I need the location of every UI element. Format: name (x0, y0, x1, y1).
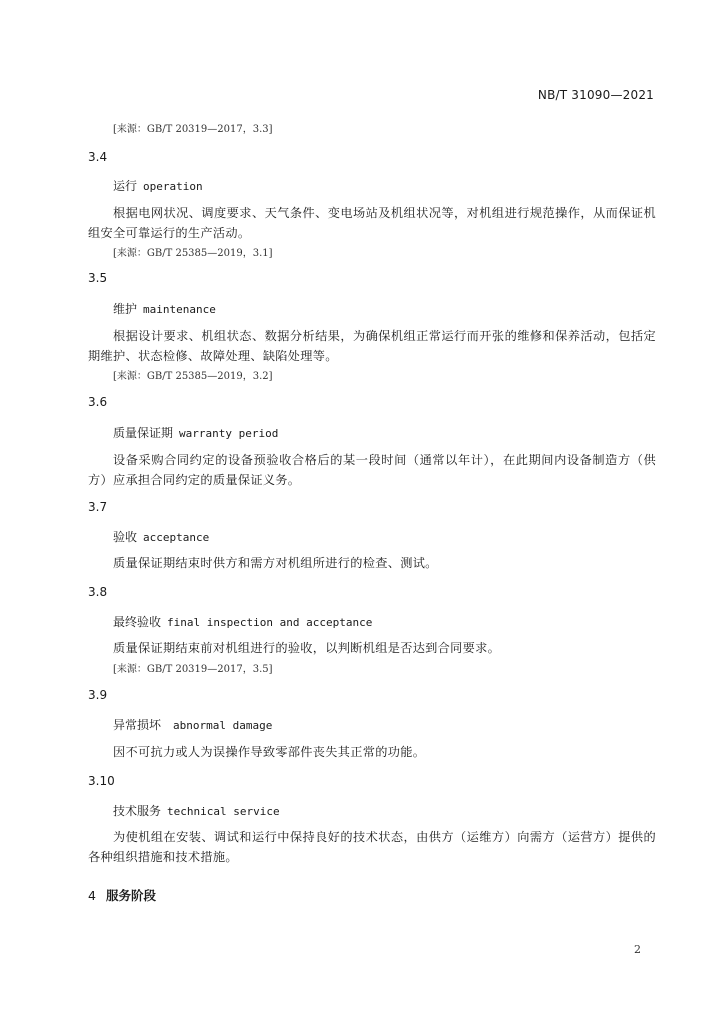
section-heading (88, 886, 156, 904)
term-en: final inspection and acceptance (167, 616, 373, 629)
term-heading (113, 424, 278, 441)
term-en: abnormal damage (173, 719, 273, 732)
term-en: warranty period (179, 427, 279, 440)
term-heading (113, 300, 216, 317)
term-zh: 质量保证期 (113, 426, 174, 440)
term-definition: 质量保证期结束前对机组进行的验收，以判断机组是否达到合同要求。 (113, 641, 501, 655)
term-definition: 根据电网状况、调度要求、天气条件、变电场站及机组状况等，对机组进行规范操作，从而保证机组安全可靠运行的生产活动。 (88, 206, 656, 240)
source-reference: [来源：GB/T 20319—2017，3.5] (113, 664, 273, 675)
term-zh: 验收 (113, 530, 138, 544)
source-reference: [来源：GB/T 20319—2017，3.3] (113, 124, 273, 135)
source-reference: [来源：GB/T 25385—2019，3.1] (113, 248, 273, 259)
term-definition: 根据设计要求、机组状态、数据分析结果，为确保机组正常运行而开张的维修和保养活动，包括定期维护、状态检修、故障处理、缺陷处理等。 (88, 329, 656, 363)
term-zh: 运行 (113, 179, 138, 193)
term-definition: 为使机组在安装、调试和运行中保持良好的技术状态，由供方（运维方）向需方（运营方）提供的各种组织措施和技术措施。 (88, 830, 656, 864)
term-en: technical service (167, 805, 280, 818)
clause-number: 3.7 (88, 500, 108, 514)
term-zh: 异常损坏 (113, 718, 162, 732)
term-zh: 最终验收 (113, 615, 162, 629)
section-number: 4 (88, 888, 96, 903)
document-number-header: NB/T 31090—2021 (537, 88, 654, 102)
term-en: maintenance (143, 303, 216, 316)
clause-number: 3.4 (88, 150, 108, 164)
clause-number: 3.8 (88, 585, 108, 599)
term-en: operation (143, 180, 203, 193)
term-definition: 因不可抗力或人为误操作导致零部件丧失其正常的功能。 (113, 745, 426, 759)
term-definition: 质量保证期结束时供方和需方对机组所进行的检查、测试。 (113, 556, 438, 570)
clause-number: 3.10 (88, 774, 115, 788)
term-heading (113, 802, 280, 819)
page-number: 2 (634, 943, 641, 956)
term-en: acceptance (143, 531, 210, 544)
term-heading (113, 716, 272, 733)
term-zh: 维护 (113, 302, 138, 316)
term-definition: 设备采购合同约定的设备预验收合格后的某一段时间（通常以年计），在此期间内设备制造方（供方）应承担合同约定的质量保证义务。 (88, 453, 656, 487)
term-zh: 技术服务 (113, 804, 162, 818)
term-heading (113, 613, 372, 630)
clause-number: 3.9 (88, 688, 108, 702)
clause-number: 3.5 (88, 271, 108, 285)
term-heading (113, 177, 203, 194)
term-heading (113, 528, 209, 545)
section-title: 服务阶段 (105, 888, 156, 903)
source-reference: [来源：GB/T 25385—2019，3.2] (113, 371, 273, 382)
clause-number: 3.6 (88, 395, 108, 409)
